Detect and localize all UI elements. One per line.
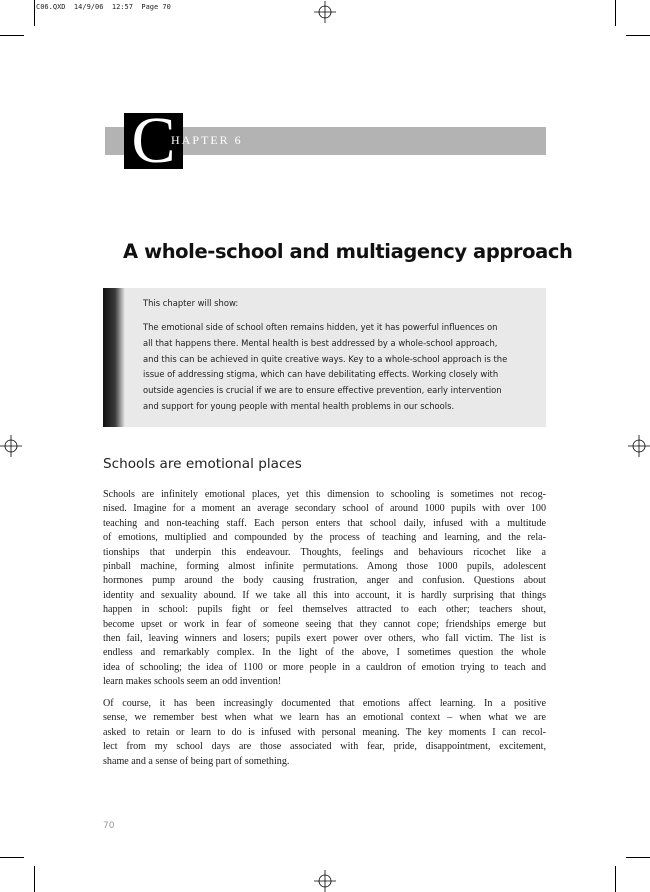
text-line: become upset or work in fear of someone seeing that they cannot cope; friendships emerge but — [103, 618, 546, 630]
text-line: teaching and non-teaching staff. Each person enters that school daily, infused with a multitude — [103, 517, 546, 529]
summary-line: outside agencies is crucial if we are to ensure effective prevention, early intervention — [143, 385, 502, 396]
crop-mark — [626, 857, 650, 858]
text-line: identity and sexuality abound. If we take all this into account, it is hardly surprising that things — [103, 589, 546, 601]
crop-mark — [0, 35, 24, 36]
crop-mark — [34, 866, 35, 892]
chapter-initial: C — [124, 113, 183, 169]
crop-mark — [615, 866, 616, 892]
summary-line: and this can be achieved in quite creative ways. Key to a whole-school approach is the — [143, 353, 508, 364]
chapter-label: HAPTER 6 — [171, 133, 243, 147]
summary-line: issue of addressing stigma, which can have debilitating effects. Working closely with — [143, 369, 499, 380]
text-line: of emotions, multiplied and compounded by the process of teaching and learning, and the rela- — [103, 532, 546, 544]
registration-mark-icon — [314, 1, 336, 23]
text-line: learn makes schools seem an odd invention! — [103, 676, 282, 688]
summary-line: all that happens there. Mental health is best addressed by a whole-school approach, — [143, 337, 498, 348]
section-heading: Schools are emotional places — [103, 456, 302, 472]
text-line: sense, we remember best when what we learn has an emotional context – when what we are — [103, 712, 546, 724]
chapter-title: A whole-school and multiagency approach — [123, 240, 573, 263]
text-line: asked to retain or learn to do is infused with personal meaning. The key moments I can recol- — [103, 726, 546, 738]
text-line: tionships that underpin this endeavour. Thoughts, feelings and behaviours ricochet like a — [103, 546, 546, 558]
text-line: lect from my school days are those associated with fear, pride, disappointment, excitement, — [103, 741, 546, 753]
text-line: hormones pump around the body causing frustration, anger and confusion. Questions about — [103, 575, 546, 587]
crop-mark — [626, 35, 650, 36]
page-number: 70 — [103, 821, 115, 831]
registration-mark-icon — [314, 870, 336, 892]
chapter-summary-box — [103, 288, 546, 427]
crop-mark — [34, 0, 35, 26]
registration-mark-icon — [628, 435, 650, 457]
text-line: Of course, it has been increasingly documented that emotions affect learning. In a positive — [103, 698, 546, 709]
registration-mark-icon — [0, 435, 22, 457]
text-line: endless and remarkably complex. In the light of the above, I sometimes question the whole — [103, 647, 546, 659]
crop-mark — [0, 857, 24, 858]
text-line: pinball machine, forming almost infinite permutations. Among those 1000 pupils, adolescent — [103, 561, 546, 573]
body-paragraph — [103, 697, 546, 769]
text-line: happen in school: pupils fight or feel themselves attracted to each other; teachers shout, — [103, 604, 546, 616]
crop-mark — [615, 0, 616, 26]
summary-line: and support for young people with mental health problems in our schools. — [143, 400, 455, 411]
text-line: shame and a sense of being part of something. — [103, 755, 290, 767]
summary-lead: This chapter will show: — [143, 298, 239, 308]
text-line: Schools are infinitely emotional places, yet this dimension to schooling is sometimes not recog- — [103, 489, 546, 500]
text-line: then fail, leaving winners and losers; pupils exert power over others, who fall victim. The list is — [103, 633, 546, 645]
body-paragraph — [103, 488, 546, 690]
summary-line: The emotional side of school often remains hidden, yet it has powerful influences on — [143, 322, 498, 332]
print-slug: C06.QXD 14/9/06 12:57 Page 70 — [36, 3, 171, 11]
summary-box-edge — [103, 288, 125, 427]
text-line: idea of schooling; the idea of 1100 or more people in a cauldron of emotion trying to teach and — [103, 661, 546, 673]
text-line: nised. Imagine for a moment an average secondary school of around 1000 pupils with over 100 — [103, 503, 546, 515]
summary-text — [143, 320, 513, 415]
